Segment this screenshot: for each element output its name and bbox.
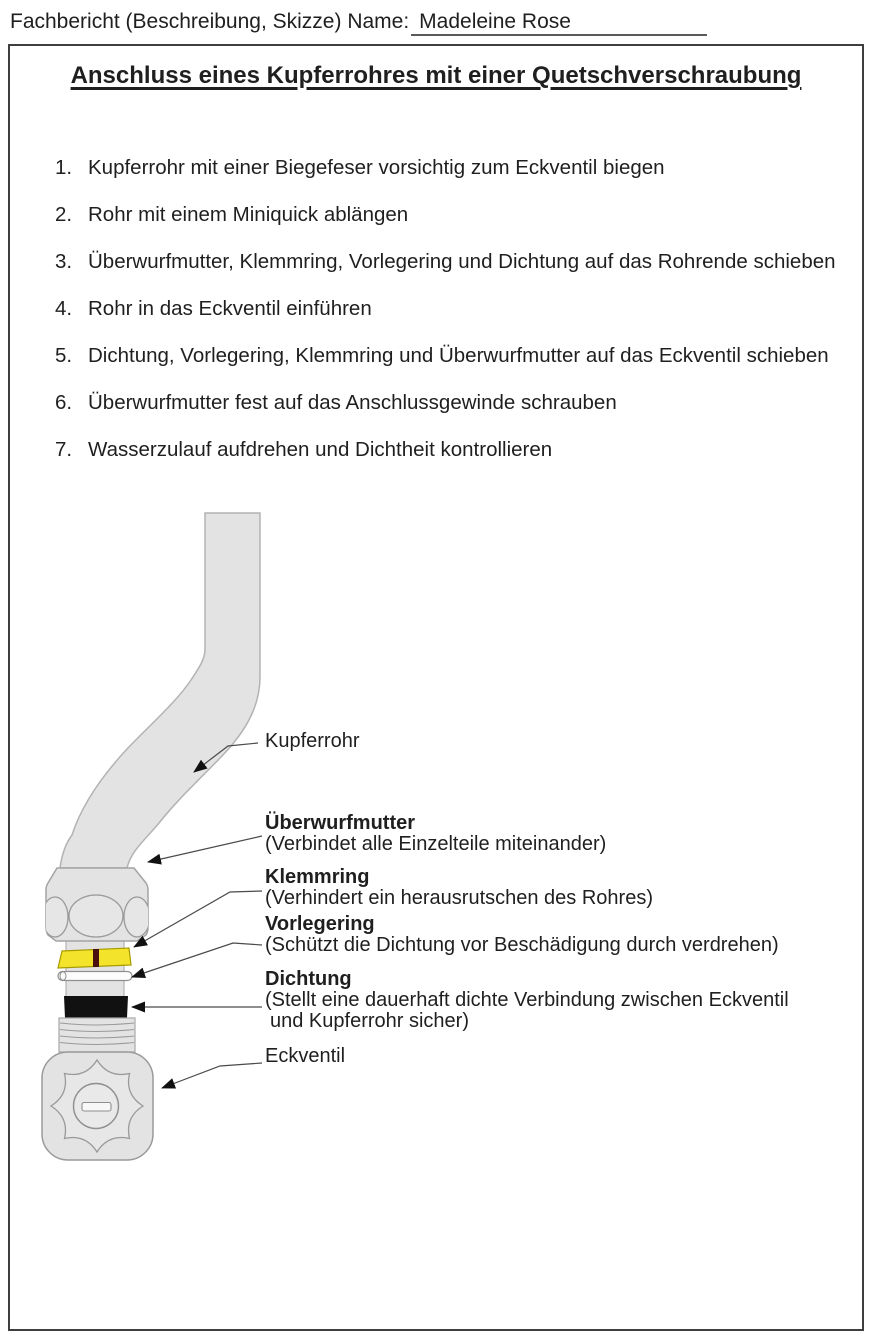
label-ueberwurfmutter — [265, 813, 606, 855]
valve-knob-slot — [82, 1103, 111, 1112]
pipe-neck-shape — [66, 938, 124, 1000]
label-title: Klemmring — [265, 866, 370, 888]
leader-eckventil — [162, 1063, 262, 1088]
washer-ring-shape — [58, 972, 132, 981]
label-description: (Stellt eine dauerhaft dichte Verbindung zwischen Eckventil — [265, 989, 789, 1011]
nut-facets — [42, 895, 150, 937]
thread-section-shape — [59, 1018, 135, 1052]
label-dichtung — [265, 969, 789, 1032]
step-number: 2. — [55, 203, 73, 226]
name-value: Madeleine Rose — [419, 10, 571, 33]
label-title: Kupferrohr — [265, 730, 360, 752]
label-description: (Schützt die Dichtung vor Beschädigung durch verdrehen) — [265, 934, 779, 956]
leader-vorlegering — [132, 943, 262, 977]
step-text: Rohr in das Eckventil einführen — [88, 297, 372, 320]
label-title: Überwurfmutter — [265, 812, 416, 834]
step-number: 5. — [55, 344, 73, 367]
leader-klemmring — [134, 891, 262, 947]
step-number: 6. — [55, 391, 73, 414]
step-text: Überwurfmutter fest auf das Anschlussgewinde schrauben — [88, 391, 617, 414]
header-label: Fachbericht (Beschreibung, Skizze) Name: — [10, 10, 410, 33]
step-text: Kupferrohr mit einer Biegefeser vorsichtig zum Eckventil biegen — [88, 156, 665, 179]
label-title: Vorlegering — [265, 913, 375, 935]
step-number: 3. — [55, 250, 73, 273]
leader-ueberwurfmutter — [148, 836, 262, 862]
label-eckventil — [265, 1046, 345, 1067]
label-description: (Verbindet alle Einzelteile miteinander) — [265, 833, 607, 855]
label-kupferrohr — [265, 731, 360, 752]
report-title: Anschluss eines Kupferrohres mit einer Quetschverschraubung — [70, 62, 802, 89]
label-klemmring — [265, 867, 653, 909]
step-number: 7. — [55, 438, 73, 461]
step-number: 4. — [55, 297, 73, 320]
step-text: Wasserzulauf aufdrehen und Dichtheit kontrollieren — [88, 438, 553, 461]
label-title: Dichtung — [265, 968, 352, 990]
label-vorlegering — [265, 914, 779, 956]
step-text: Rohr mit einem Miniquick ablängen — [88, 203, 409, 226]
step-text: Dichtung, Vorlegering, Klemmring und Überwurfmutter auf das Eckventil schieben — [88, 344, 829, 367]
label-title: Eckventil — [265, 1045, 346, 1067]
step-number: 1. — [55, 156, 73, 179]
label-description: (Verhindert ein herausrutschen des Rohres) — [265, 887, 653, 909]
seal-shape — [64, 996, 128, 1018]
step-text: Überwurfmutter, Klemmring, Vorlegering und Dichtung auf das Rohrende schieben — [88, 250, 836, 273]
copper-pipe-shape — [60, 513, 260, 868]
label-description-line2: und Kupferrohr sicher) — [270, 1010, 469, 1032]
